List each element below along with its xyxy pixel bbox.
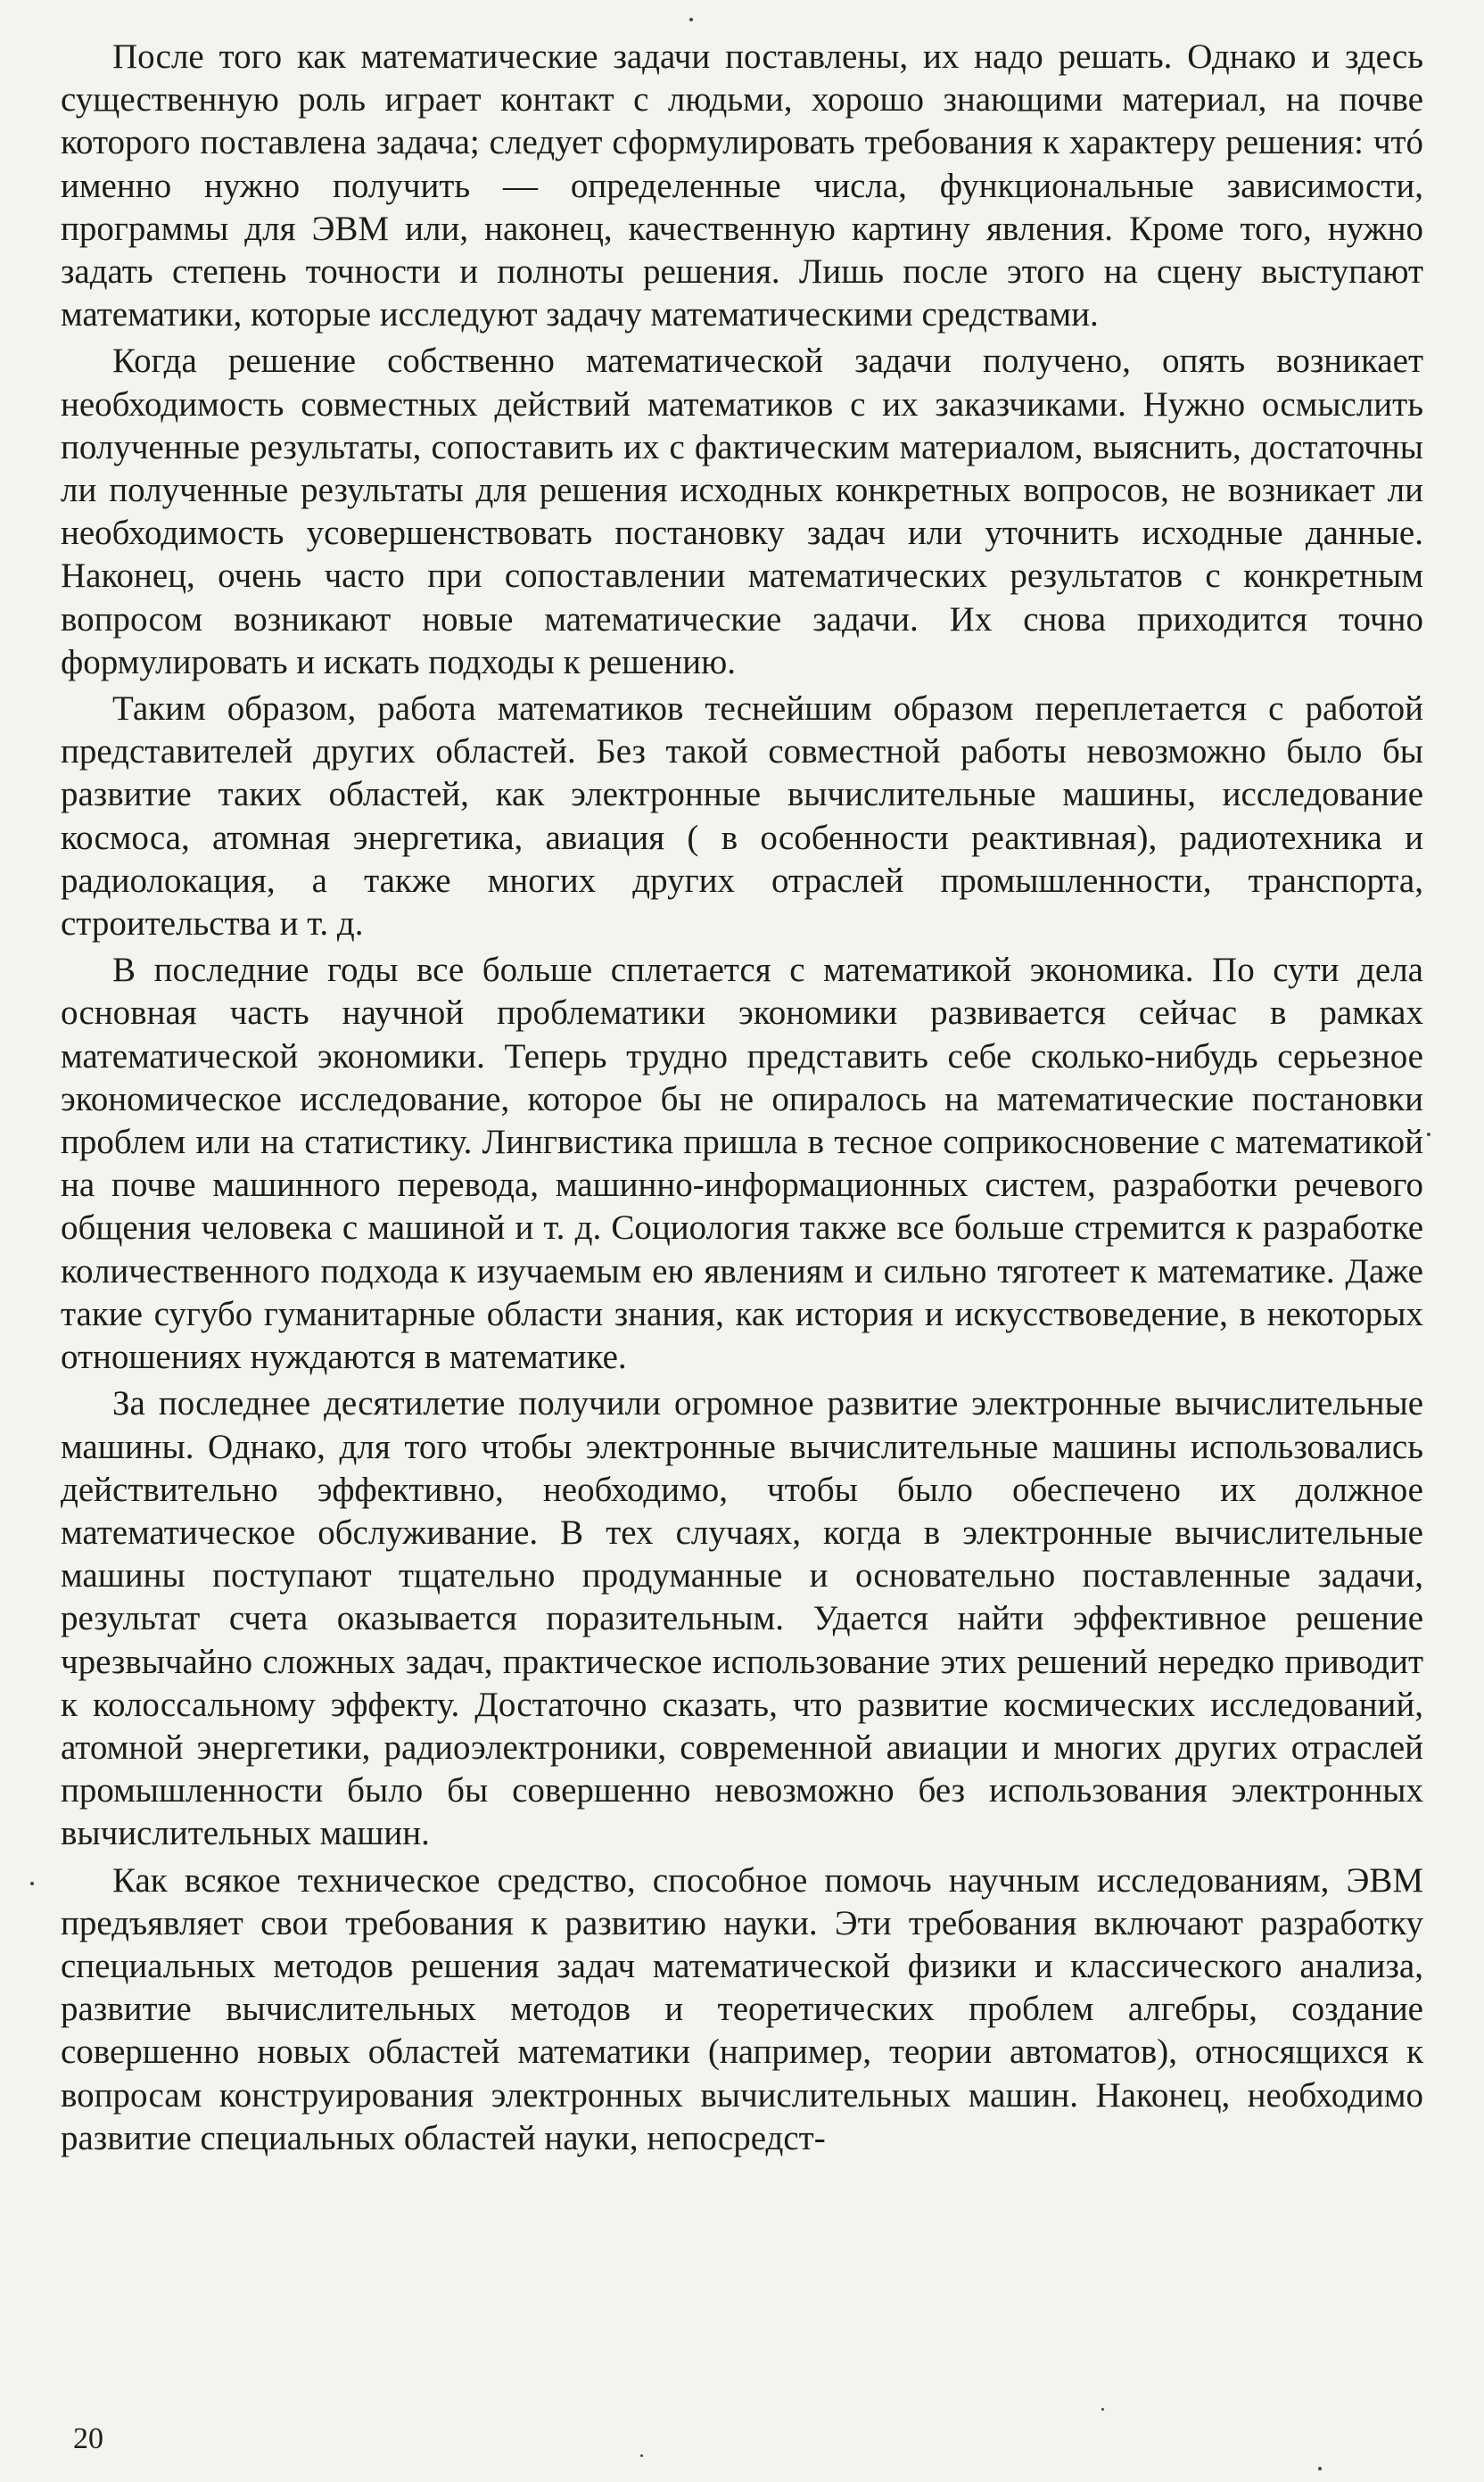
scan-speck [1101, 2408, 1104, 2411]
body-text [61, 36, 1423, 2164]
scan-speck [1318, 2467, 1322, 2470]
paragraph-4: В последние годы все больше сплетается с математикой экономика. По сути дела основная часть научной проблематики экономики развивается сейчас в рамках математической экономики. Теперь трудно представить себе сколько-нибудь серьезное экономическое исследование, которое бы не опиралось на математические постановки проблем или на статистику. Лингвистика пришла в тесное соприкосновение с математикой на почве машинного перевода, машинно-информационных систем, разработки речевого общения человека с машиной и т. д. Социология также все больше стремится к разработке количественного подхода к изучаемым ею явлениям и сильно тяготеет к математике. Даже такие сугубо гуманитарные области знания, как история и искусствоведение, в некоторых отношениях нуждаются в математике. [61, 951, 1423, 1377]
scan-speck [1427, 1133, 1430, 1136]
scan-speck [30, 1882, 34, 1885]
paragraph-1: После того как математические задачи поставлены, их надо решать. Однако и здесь существенную роль играет контакт с людьми, хорошо знающими материал, на почве которого поставлена задача; следует сформулировать требования к характеру решения: чтó именно нужно получить — определенные числа, функциональные зависимости, программы для ЭВМ или, наконец, качественную картину явления. Кроме того, нужно задать степень точности и полноты решения. Лишь после этого на сцену выступают математики, которые исследуют задачу математическими средствами. [61, 37, 1423, 334]
scan-speck [640, 2454, 643, 2457]
paragraph-5: За последнее десятилетие получили огромное развитие электронные вычислительные машины. Однако, для того чтобы электронные вычислительные машины использовались действительно эффективно, необходимо, чтобы было обеспечено их должное математическое обслуживание. В тех случаях, когда в электронные вычислительные машины поступают тщательно продуманные и основательно поставленные задачи, результат счета оказывается поразительным. Удается найти эффективное решение чрезвычайно сложных задач, практическое использование этих решений нередко приводит к колоссальному эффекту. Достаточно сказать, что развитие космических исследований, атомной энергетики, радиоэлектроники, современной авиации и многих других отраслей промышленности было бы совершенно невозможно без использования электронных вычислительных машин. [61, 1384, 1423, 1853]
paragraph-2: Когда решение собственно математической задачи получено, опять возникает необходимость совместных действий математиков с их заказчиками. Нужно осмыслить полученные результаты, сопоставить их с фактическим материалом, выяснить, достаточны ли полученные результаты для решения исходных конкретных вопросов, не возникает ли необходимость усовершенствовать постановку задач или уточнить исходные данные. Наконец, очень часто при сопоставлении математических результатов с конкретным вопросом возникают новые математические задачи. Их снова приходится точно формулировать и искать подходы к решению. [61, 342, 1423, 681]
page-number: 20 [73, 2422, 103, 2455]
paragraph-3: Таким образом, работа математиков теснейшим образом переплетается с работой представителей других областей. Без такой совместной работы невозможно было бы развитие таких областей, как электронные вычислительные машины, исследование космоса, атомная энергетика, авиация ( в особенности реактивная), радиотехника и радиолокация, а также многих других отраслей промышленности, транспорта, строительства и т. д. [61, 689, 1423, 944]
scan-speck [689, 18, 693, 21]
paragraph-6: Как всякое техническое средство, способное помочь научным исследованиям, ЭВМ предъявляет свои требования к развитию науки. Эти требования включают разработку специальных методов решения задач математической физики и классического анализа, развитие вычислительных методов и теоретических проблем алгебры, создание совершенно новых областей математики (например, теории автоматов), относящихся к вопросам конструирования электронных вычислительных машин. Наконец, необходимо развитие специальных областей науки, непосредст- [61, 1860, 1423, 2157]
